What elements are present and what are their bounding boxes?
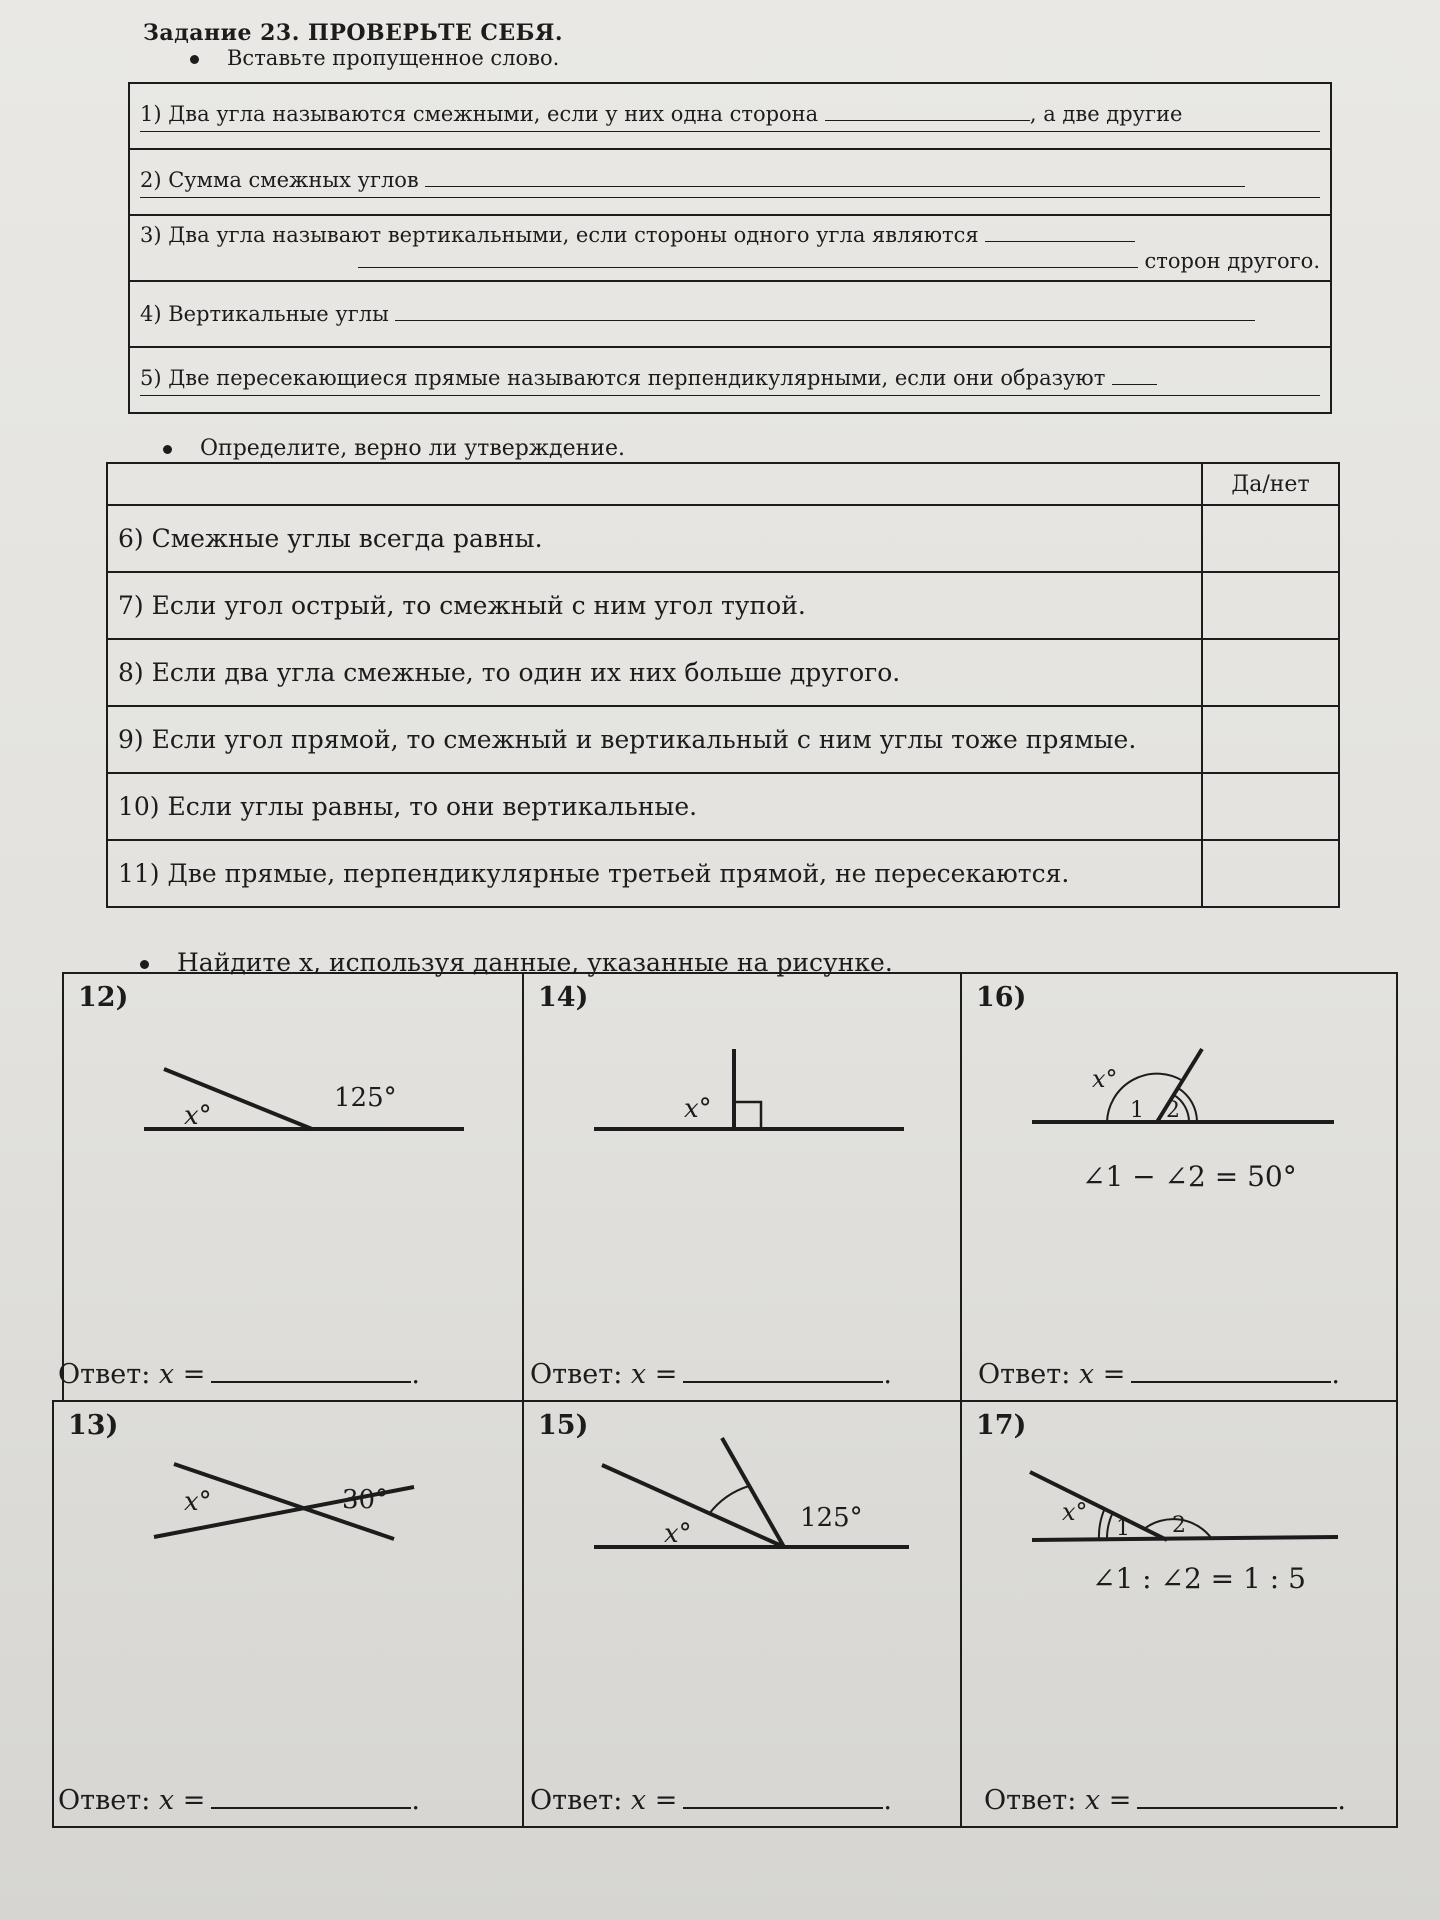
x-label: x° [184,1101,212,1131]
table-row [107,840,1339,907]
statement-4 [129,281,1331,347]
statement-8: 8) Если два угла смежные, то один их них больше другого. [107,639,1202,706]
answer-variable: x = [158,1785,206,1816]
statement-2 [129,149,1331,215]
angle-value-label: 30° [342,1485,389,1515]
statement-5-text: 5) Две пересекающиеся прямые называются перпендикулярными, если они образуют [140,365,1106,390]
statement-3-continuation [140,248,1320,274]
problem-17 [960,1400,1398,1828]
answer-line[interactable]: Ответ: x = . [58,1359,420,1390]
problem-12 [58,972,524,1402]
answer-blank[interactable] [211,1359,411,1383]
answer-label: Ответ: [58,1785,151,1816]
answer-variable: x = [1078,1359,1126,1390]
answer-blank[interactable] [211,1785,411,1809]
answer-line[interactable]: Ответ: x = . [984,1785,1346,1816]
answer-blank[interactable] [1131,1359,1331,1383]
table-row [107,773,1339,840]
angle-2-label: 2 [1166,1098,1180,1123]
answer-blank[interactable] [825,102,1030,121]
answer-blank[interactable] [1112,366,1157,385]
answer-cell[interactable] [1202,572,1339,639]
angle-1-label: 1 [1116,1516,1130,1541]
table-row [129,215,1331,281]
statement-9: 9) Если угол прямой, то смежный и вертикальный с ним углы тоже прямые. [107,706,1202,773]
table-row [129,281,1331,347]
section2-heading [163,436,625,461]
bullet-icon [163,445,172,454]
angle-figure [64,974,526,1174]
statement-3 [129,215,1331,281]
answer-label: Ответ: [984,1785,1077,1816]
table-header-row [107,463,1339,505]
statement-2-text: 2) Сумма смежных углов [140,167,419,192]
bullet-icon [140,960,149,969]
statement-3-text: 3) Два угла называют вертикальными, если стороны одного угла являются [140,223,979,247]
angle-figure [524,974,964,1174]
angle-1-label: 1 [1130,1098,1144,1123]
answer-line[interactable] [140,393,1320,396]
x-label: x° [1092,1065,1118,1093]
table-row [107,639,1339,706]
problem-13 [52,1400,524,1828]
answer-blank[interactable] [683,1359,883,1383]
problems-grid [58,972,1398,1828]
answer-cell[interactable] [1202,505,1339,572]
answer-cell[interactable] [1202,840,1339,907]
statement-10: 10) Если углы равны, то они вертикальные. [107,773,1202,840]
page-title: Задание 23. ПРОВЕРЬТЕ СЕБЯ. [143,20,564,46]
angle-2-label: 2 [1172,1513,1186,1538]
statement-1-text: 1) Два угла называются смежными, если у них одна сторона [140,101,819,126]
answer-blank[interactable] [425,168,1245,187]
answer-line[interactable] [140,195,1320,198]
angle-value-label: 125° [334,1083,397,1113]
section2-heading-text: Определите, верно ли утверждение. [200,436,625,461]
x-label: x° [184,1487,212,1517]
fill-in-table [128,82,1332,414]
section3-heading-text: Найдите x, используя данные, указанные на рисунке. [177,948,893,977]
statement-4-text: 4) Вертикальные углы [140,302,389,326]
header-empty-cell [107,463,1202,505]
answer-label: Ответ: [530,1785,623,1816]
problem-number: 16) [976,982,1027,1013]
condition-text: ∠1 : ∠2 = 1 : 5 [1092,1562,1306,1595]
angle-figure [962,974,1400,1174]
answer-blank[interactable] [358,249,1138,268]
problem-number: 12) [78,982,129,1013]
statement-11: 11) Две прямые, перпендикулярные третьей прямой, не пересекаются. [107,840,1202,907]
table-row [107,706,1339,773]
statement-5 [129,347,1331,413]
answer-variable: x = [158,1359,206,1390]
table-row [107,572,1339,639]
statement-3-tail: сторон другого. [1144,249,1320,273]
x-label: x° [664,1519,692,1549]
answer-line[interactable]: Ответ: x = . [530,1359,892,1390]
answer-label: Ответ: [978,1359,1071,1390]
problem-number: 17) [976,1410,1027,1441]
answer-line[interactable]: Ответ: x = . [58,1785,420,1816]
condition-text: ∠1 − ∠2 = 50° [1082,1160,1297,1193]
problem-14 [522,972,962,1402]
section1-heading [190,46,559,70]
answer-label: Ответ: [530,1359,623,1390]
table-row [129,83,1331,149]
answer-blank[interactable] [395,302,1255,321]
bullet-icon [190,55,199,64]
x-label: x° [1062,1498,1088,1526]
problem-number: 15) [538,1410,589,1441]
answer-variable: x = [630,1785,678,1816]
answer-line[interactable] [140,129,1320,132]
answer-variable: x = [1084,1785,1132,1816]
yes-no-column-header: Да/нет [1202,463,1339,505]
answer-blank[interactable] [1137,1785,1337,1809]
problem-number: 13) [68,1410,119,1441]
answer-cell[interactable] [1202,706,1339,773]
answer-line[interactable]: Ответ: x = . [530,1785,892,1816]
table-row [129,149,1331,215]
answer-blank[interactable] [683,1785,883,1809]
table-row [107,505,1339,572]
answer-cell[interactable] [1202,773,1339,840]
statement-7: 7) Если угол острый, то смежный с ним угол тупой. [107,572,1202,639]
statement-1 [129,83,1331,149]
answer-variable: x = [630,1359,678,1390]
angle-figure [54,1402,526,1602]
problem-15 [522,1400,962,1828]
answer-line[interactable]: Ответ: x = . [978,1359,1340,1390]
answer-cell[interactable] [1202,639,1339,706]
answer-label: Ответ: [58,1359,151,1390]
angle-value-label: 125° [800,1503,863,1533]
table-row [129,347,1331,413]
x-label: x° [684,1094,712,1124]
problem-number: 14) [538,982,589,1013]
statement-6: 6) Смежные углы всегда равны. [107,505,1202,572]
statement-1-tail: , а две другие [1029,101,1183,126]
section1-heading-text: Вставьте пропущенное слово. [227,46,560,70]
angle-figure [524,1402,964,1602]
true-false-table [106,462,1340,908]
answer-blank[interactable] [985,223,1135,242]
problem-16 [960,972,1398,1402]
